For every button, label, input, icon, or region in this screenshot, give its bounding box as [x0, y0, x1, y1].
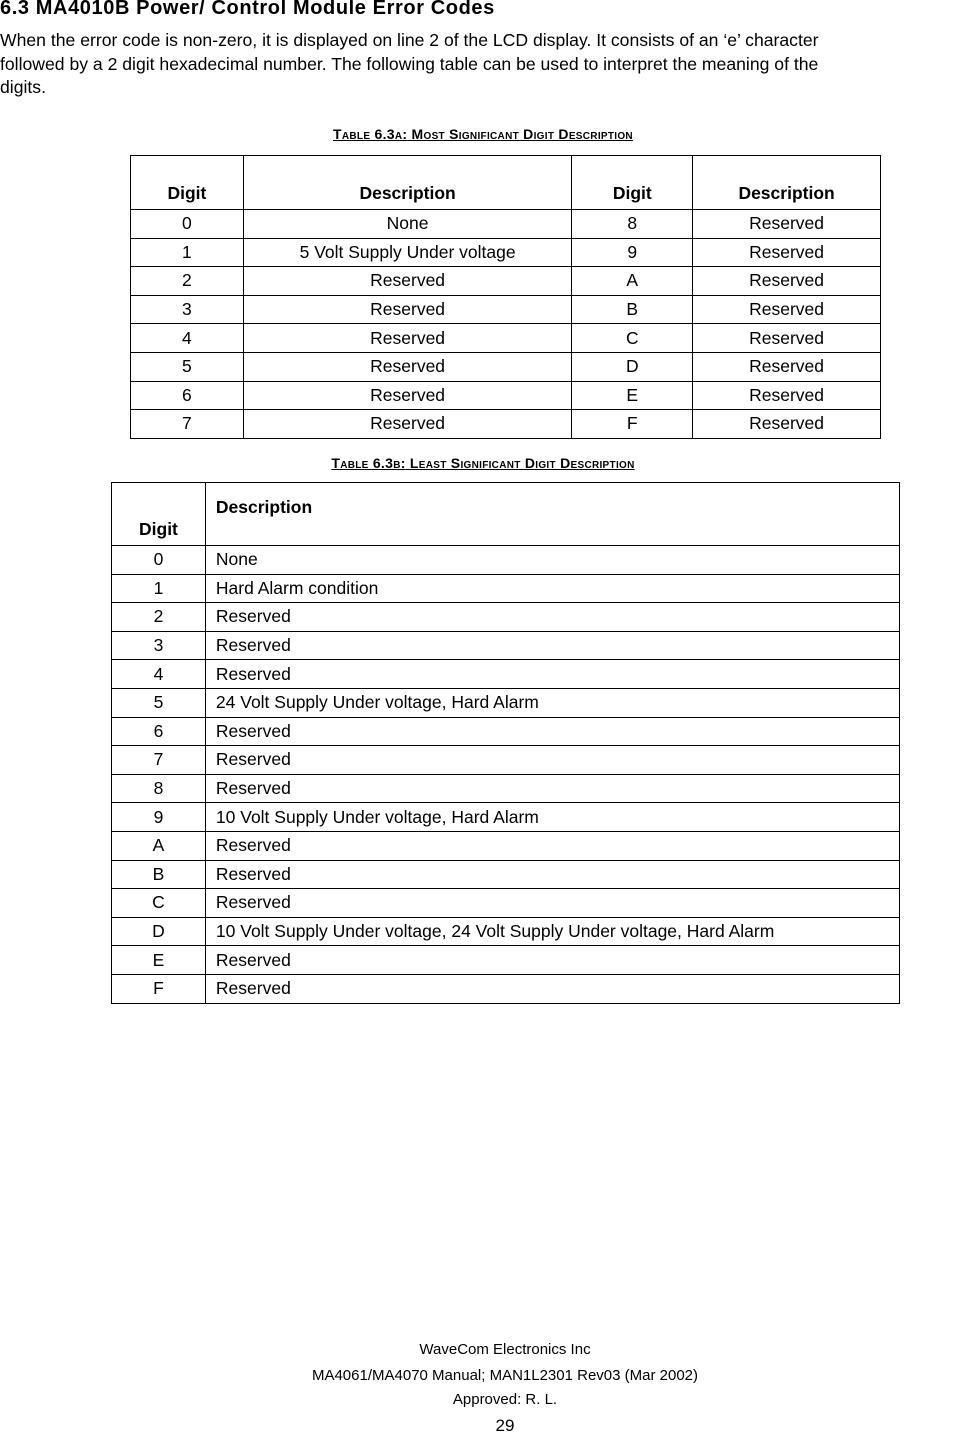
lsd-header-description: Description	[205, 483, 899, 546]
lsd-digit-cell: A	[112, 831, 206, 860]
lsd-description-cell: Reserved	[205, 831, 899, 860]
table-b-caption	[0, 455, 966, 471]
msd-digit-cell: F	[572, 410, 693, 439]
table-row	[131, 238, 881, 267]
footer-company: WaveCom Electronics Inc	[419, 1341, 591, 1358]
table-row	[131, 352, 881, 381]
msd-description-cell: Reserved	[693, 410, 881, 439]
msd-header-digit-2: Digit	[572, 156, 693, 210]
table-row	[131, 210, 881, 239]
lsd-description-cell: Reserved	[205, 603, 899, 632]
lsd-description-cell: 10 Volt Supply Under voltage, Hard Alarm	[205, 803, 899, 832]
intro-paragraph	[0, 29, 966, 100]
msd-table-header-row	[131, 156, 881, 210]
lsd-description-cell: None	[205, 546, 899, 575]
msd-digit-cell: 7	[131, 410, 244, 439]
msd-description-cell: Reserved	[693, 381, 881, 410]
lsd-digit-cell: 2	[112, 603, 206, 632]
msd-description-cell: Reserved	[693, 295, 881, 324]
msd-digit-cell: 4	[131, 324, 244, 353]
msd-header-description: Description	[243, 156, 572, 210]
msd-description-cell: Reserved	[693, 210, 881, 239]
table-row	[131, 267, 881, 296]
table-row	[112, 546, 900, 575]
intro-line-3: digits.	[0, 77, 46, 97]
lsd-digit-cell: 1	[112, 574, 206, 603]
intro-line-1: When the error code is non-zero, it is displayed on line 2 of the LCD display. It consists of an ‘e’ character	[0, 30, 819, 50]
lsd-description-cell: Reserved	[205, 946, 899, 975]
msd-description-cell: Reserved	[243, 267, 572, 296]
msd-digit-cell: 2	[131, 267, 244, 296]
lsd-digit-cell: B	[112, 860, 206, 889]
table-row	[112, 946, 900, 975]
msd-digit-cell: C	[572, 324, 693, 353]
msd-description-cell: Reserved	[693, 238, 881, 267]
lsd-digit-cell: C	[112, 889, 206, 918]
lsd-description-cell: Reserved	[205, 717, 899, 746]
msd-description-cell: Reserved	[243, 295, 572, 324]
lsd-digit-cell: 8	[112, 774, 206, 803]
msd-description-cell: None	[243, 210, 572, 239]
lsd-description-cell: Reserved	[205, 860, 899, 889]
table-row	[131, 410, 881, 439]
table-row	[131, 324, 881, 353]
msd-description-cell: Reserved	[693, 352, 881, 381]
lsd-digit-cell: D	[112, 917, 206, 946]
lsd-digit-cell: 0	[112, 546, 206, 575]
lsd-digit-cell: 3	[112, 631, 206, 660]
msd-description-cell: Reserved	[693, 267, 881, 296]
lsd-digit-cell: E	[112, 946, 206, 975]
table-a-caption	[0, 126, 966, 142]
msd-digit-cell: 1	[131, 238, 244, 267]
msd-digit-cell: B	[572, 295, 693, 324]
msd-digit-cell: 6	[131, 381, 244, 410]
msd-table-body	[131, 210, 881, 439]
lsd-description-cell: Reserved	[205, 746, 899, 775]
table-row	[112, 831, 900, 860]
footer-manual: MA4061/MA4070 Manual; MAN1L2301 Rev03 (Mar 2002)	[311, 1367, 699, 1384]
lsd-digit-cell: 5	[112, 688, 206, 717]
table-row	[112, 889, 900, 918]
table-a-caption-title: Most Significant Digit Description	[411, 126, 633, 142]
intro-line-2: followed by a 2 digit hexadecimal number. The following table can be used to interpret the meaning of the	[0, 53, 819, 74]
table-row	[112, 603, 900, 632]
table-row	[112, 746, 900, 775]
table-row	[112, 574, 900, 603]
section-heading: 6.3 MA4010B Power/ Control Module Error Codes	[0, 0, 495, 19]
table-b-caption-prefix: Table 6.3b:	[331, 455, 406, 471]
table-row	[112, 803, 900, 832]
msd-description-cell: Reserved	[243, 352, 572, 381]
table-row	[112, 660, 900, 689]
lsd-digit-cell: 7	[112, 746, 206, 775]
msd-header-description-2: Description	[693, 156, 881, 210]
table-row	[112, 917, 900, 946]
msd-digit-cell: E	[572, 381, 693, 410]
msd-digit-cell: A	[572, 267, 693, 296]
msd-digit-cell: 5	[131, 352, 244, 381]
msd-table	[130, 155, 881, 439]
table-row	[112, 774, 900, 803]
lsd-digit-cell: 6	[112, 717, 206, 746]
msd-description-cell: Reserved	[693, 324, 881, 353]
msd-digit-cell: 9	[572, 238, 693, 267]
msd-digit-cell: 8	[572, 210, 693, 239]
lsd-description-cell: 24 Volt Supply Under voltage, Hard Alarm	[205, 688, 899, 717]
lsd-description-cell: Reserved	[205, 974, 899, 1003]
table-a-caption-prefix: Table 6.3a:	[333, 126, 408, 142]
lsd-description-cell: 10 Volt Supply Under voltage, 24 Volt Supply Under voltage, Hard Alarm	[205, 917, 899, 946]
msd-header-digit: Digit	[131, 156, 244, 210]
table-row	[112, 688, 900, 717]
lsd-header-digit: Digit	[112, 483, 206, 546]
lsd-table	[111, 482, 900, 1004]
table-row	[131, 381, 881, 410]
msd-digit-cell: D	[572, 352, 693, 381]
lsd-description-cell: Reserved	[205, 660, 899, 689]
lsd-description-cell: Reserved	[205, 889, 899, 918]
table-b-caption-title: Least Significant Digit Description	[409, 455, 635, 471]
table-row	[112, 631, 900, 660]
msd-digit-cell: 3	[131, 295, 244, 324]
msd-description-cell: Reserved	[243, 324, 572, 353]
lsd-description-cell: Reserved	[205, 774, 899, 803]
lsd-table-body	[112, 546, 900, 1004]
msd-description-cell: Reserved	[243, 381, 572, 410]
msd-digit-cell: 0	[131, 210, 244, 239]
table-row	[112, 860, 900, 889]
lsd-description-cell: Hard Alarm condition	[205, 574, 899, 603]
table-row	[112, 974, 900, 1003]
footer-approved: Approved: R. L.	[452, 1391, 558, 1408]
lsd-digit-cell: 4	[112, 660, 206, 689]
msd-description-cell: Reserved	[243, 410, 572, 439]
msd-description-cell: 5 Volt Supply Under voltage	[243, 238, 572, 267]
lsd-digit-cell: F	[112, 974, 206, 1003]
table-row	[112, 717, 900, 746]
lsd-table-header-row	[112, 483, 900, 546]
lsd-digit-cell: 9	[112, 803, 206, 832]
table-row	[131, 295, 881, 324]
lsd-description-cell: Reserved	[205, 631, 899, 660]
page-number: 29	[495, 1416, 515, 1435]
